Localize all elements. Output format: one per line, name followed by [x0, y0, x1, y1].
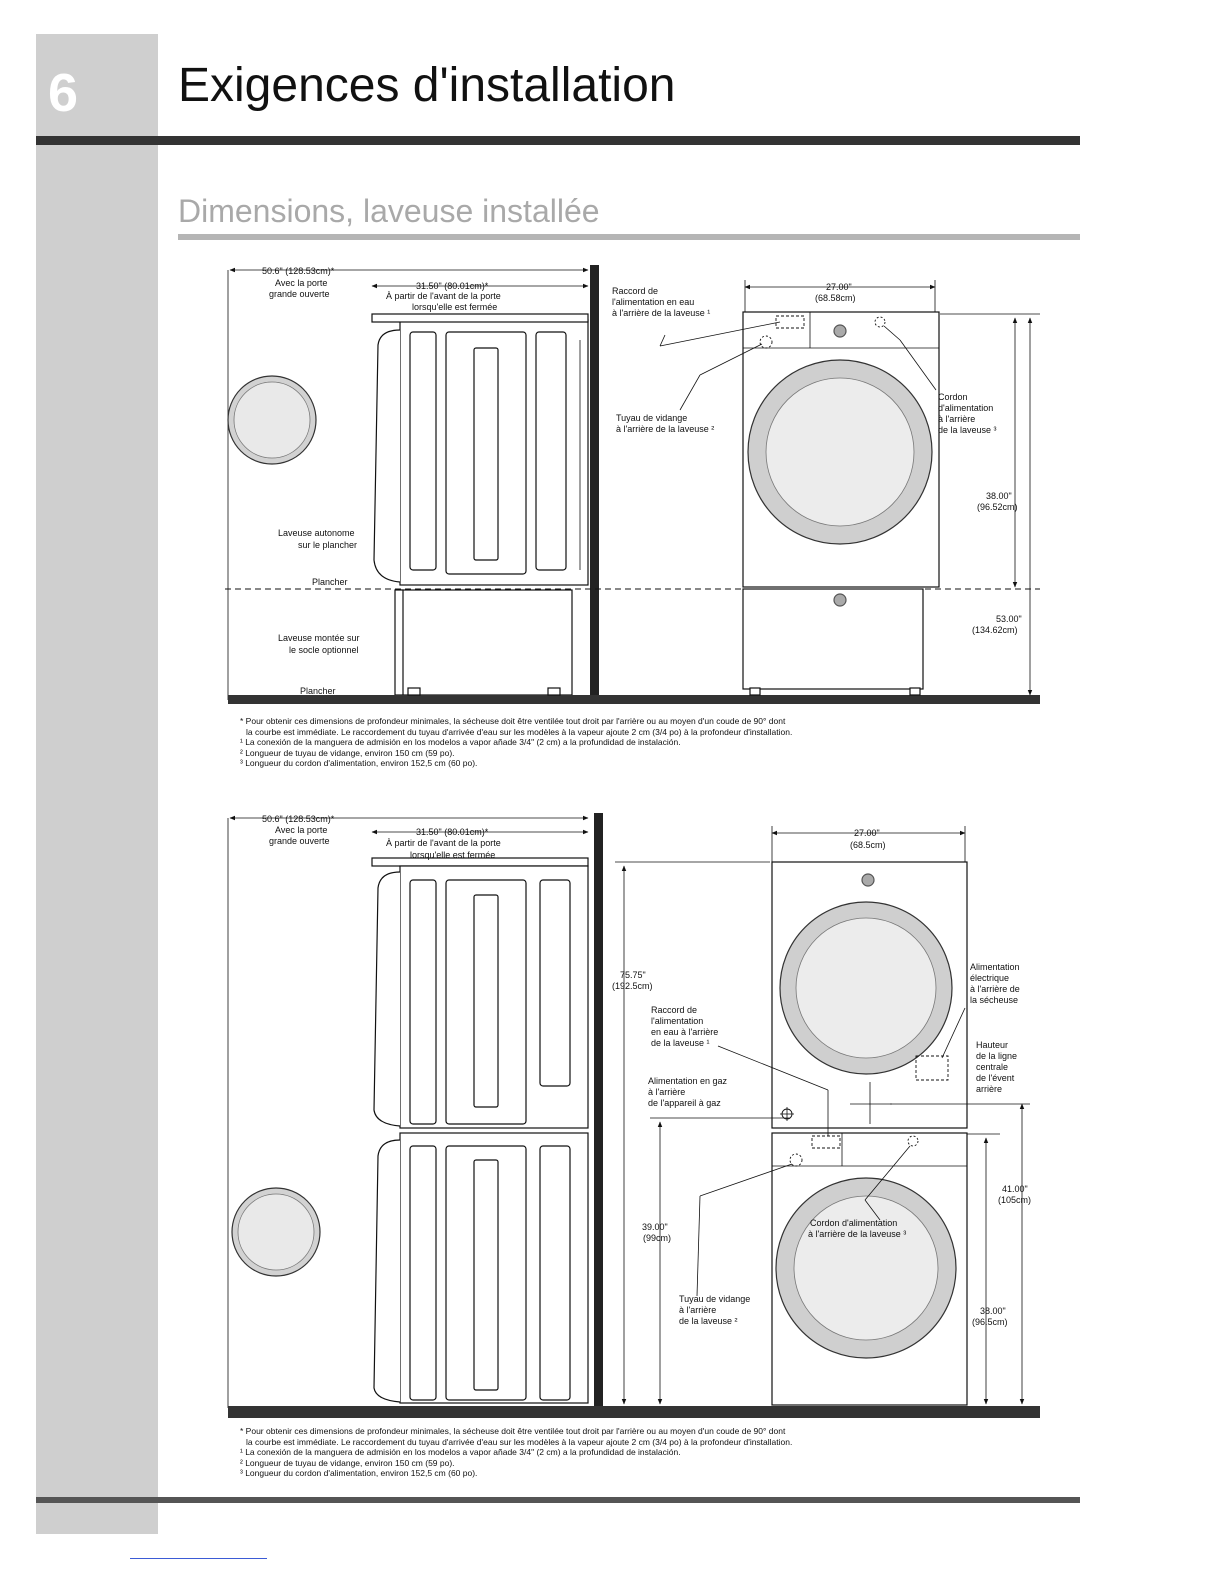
- d2-water-b: l'alimentation: [651, 1016, 704, 1026]
- d1-ped-height-cm: (134.62cm): [972, 625, 1018, 635]
- footnote-line: la courbe est immédiate. Le raccordement du tuyau d'arrivée d'eau sur les modèles à la vapeur ajoute 2 cm (3/4 po) à la profondeur d'installation.: [246, 1436, 793, 1447]
- d1-depth-closed: 31.50" (80.01cm)*: [416, 281, 489, 291]
- d2-depth-total-sub1: Avec la porte: [275, 825, 328, 835]
- d1-pedestal-label-a: Laveuse montée sur: [278, 633, 360, 643]
- footnote-line: * Pour obtenir ces dimensions de profondeur minimales, la sécheuse doit être ventilée tout droit par l'arrière ou au moyen d'un coude de 90° dont: [240, 1426, 786, 1436]
- d2-elec-a: Alimentation: [970, 962, 1020, 972]
- d1-depth-total: 50.6" (128.53cm)*: [262, 266, 335, 276]
- d2-depth-total: 50.6" (128.53cm)*: [262, 814, 335, 824]
- d2-washer-height-cm: (96.5cm): [972, 1317, 1008, 1327]
- d1-depth-total-sub1: Avec la porte: [275, 278, 328, 288]
- d2-elec-b: électrique: [970, 973, 1010, 983]
- d2-vent-height-cm: (105cm): [998, 1195, 1032, 1205]
- footnote-line: ¹ La conexión de la manguera de admisión en los modelos a vapor añade 3/4" (2 cm) a la profundidad de instalación.: [240, 1447, 681, 1458]
- d2-elec-d: la sécheuse: [970, 995, 1019, 1005]
- d2-washer-height-in: 38.00": [980, 1306, 1006, 1316]
- d1-water-a: Raccord de: [612, 286, 659, 296]
- d2-water-d: de la laveuse ¹: [651, 1038, 710, 1048]
- d1-height-in: 38.00": [986, 491, 1012, 501]
- section-title: Dimensions, laveuse installée: [178, 193, 600, 229]
- d1-depth-total-sub2: grande ouverte: [269, 289, 330, 299]
- d1-pedestal-label-b: le socle optionnel: [289, 645, 359, 655]
- d1-floor-label-b: sur le plancher: [298, 540, 358, 550]
- d2-vent-e: arrière: [976, 1084, 1003, 1094]
- d2-depth-total-sub2: grande ouverte: [269, 836, 330, 846]
- footnote-line: ³ Longueur du cordon d'alimentation, environ 152,5 cm (60 po).: [240, 1468, 478, 1479]
- footnotes-diagram-2: [240, 1426, 1040, 1479]
- d1-cord-c: à l'arrière: [938, 414, 976, 424]
- d1-water-c: à l'arrière de la laveuse ¹: [612, 308, 711, 318]
- d2-depth-closed-sub1: À partir de l'avant de la porte: [386, 838, 501, 848]
- d2-depth-closed: 31.50" (80.01cm)*: [416, 827, 489, 837]
- d2-gas-c: de l'appareil à gaz: [648, 1098, 721, 1108]
- footnote-line: ² Longueur de tuyau de vidange, environ 150 cm (59 po).: [240, 747, 455, 758]
- d2-gas-a: Alimentation en gaz: [648, 1076, 728, 1086]
- footer-link-underline[interactable]: [130, 1558, 267, 1559]
- d2-drain-c: de la laveuse ²: [679, 1316, 738, 1326]
- d2-vent-c: centrale: [976, 1062, 1009, 1072]
- d1-plancher-2: Plancher: [300, 686, 336, 696]
- page-title: Exigences d'installation: [178, 59, 676, 112]
- d2-drain-a: Tuyau de vidange: [679, 1294, 751, 1304]
- d1-cord-b: d'alimentation: [938, 403, 994, 413]
- d2-vent-a: Hauteur: [976, 1040, 1009, 1050]
- d1-cord-a: Cordon: [938, 392, 968, 402]
- d1-width-in: 27.00": [826, 282, 852, 292]
- d2-water-c: en eau à l'arrière: [651, 1027, 719, 1037]
- d1-floor-label-a: Laveuse autonome: [278, 528, 355, 538]
- d2-vent-d: de l'évent: [976, 1073, 1015, 1083]
- d2-gas-height-in: 39.00": [642, 1222, 668, 1232]
- d2-drain-b: à l'arrière: [679, 1305, 717, 1315]
- d2-gas-b: à l'arrière: [648, 1087, 686, 1097]
- footnote-line: * Pour obtenir ces dimensions de profondeur minimales, la sécheuse doit être ventilée tout droit par l'arrière ou au moyen d'un coude de 90° dont: [240, 716, 786, 726]
- d1-water-b: l'alimentation en eau: [612, 297, 695, 307]
- d2-cord-b: à l'arrière de la laveuse ³: [808, 1229, 907, 1239]
- d2-total-height-in: 75.75": [620, 970, 646, 980]
- d1-plancher-1: Plancher: [312, 577, 348, 587]
- d2-gas-height-cm: (99cm): [643, 1233, 672, 1243]
- d1-height-cm: (96.52cm): [977, 502, 1018, 512]
- d2-vent-height-in: 41.00": [1002, 1184, 1028, 1194]
- d2-width-in: 27.00": [854, 828, 880, 838]
- footnote-line: ³ Longueur du cordon d'alimentation, environ 152,5 cm (60 po).: [240, 758, 478, 769]
- d1-drain-b: à l'arrière de la laveuse ²: [616, 424, 715, 434]
- d1-width-cm: (68.58cm): [815, 293, 856, 303]
- footnote-line: ¹ La conexión de la manguera de admisión en los modelos a vapor añade 3/4" (2 cm) a la profundidad de instalación.: [240, 737, 681, 748]
- d2-elec-c: à l'arrière de: [970, 984, 1020, 994]
- d1-ped-height-in: 53.00": [996, 614, 1022, 624]
- d1-depth-closed-sub1: À partir de l'avant de la porte: [386, 291, 501, 301]
- d2-vent-b: de la ligne: [976, 1051, 1018, 1061]
- d1-drain-a: Tuyau de vidange: [616, 413, 688, 423]
- footnote-line: la courbe est immédiate. Le raccordement du tuyau d'arrivée d'eau sur les modèles à la vapeur ajoute 2 cm (3/4 po) à la profondeur d'installation.: [246, 726, 793, 737]
- d1-depth-closed-sub2: lorsqu'elle est fermée: [412, 302, 498, 312]
- d1-cord-d: de la laveuse ³: [938, 425, 997, 435]
- diagram-2-front-view: [615, 826, 1030, 1405]
- d2-cord-a: Cordon d'alimentation: [810, 1218, 898, 1228]
- footnote-line: ² Longueur de tuyau de vidange, environ 150 cm (59 po).: [240, 1457, 455, 1468]
- footer-rule: [36, 1497, 1080, 1503]
- chapter-number: 6: [48, 63, 79, 123]
- d2-water-a: Raccord de: [651, 1005, 698, 1015]
- footnotes-diagram-1: [240, 716, 1040, 769]
- d2-depth-closed-sub2: lorsqu'elle est fermée: [410, 850, 496, 860]
- d2-width-cm: (68.5cm): [850, 840, 886, 850]
- d2-total-height-cm: (192.5cm): [612, 981, 653, 991]
